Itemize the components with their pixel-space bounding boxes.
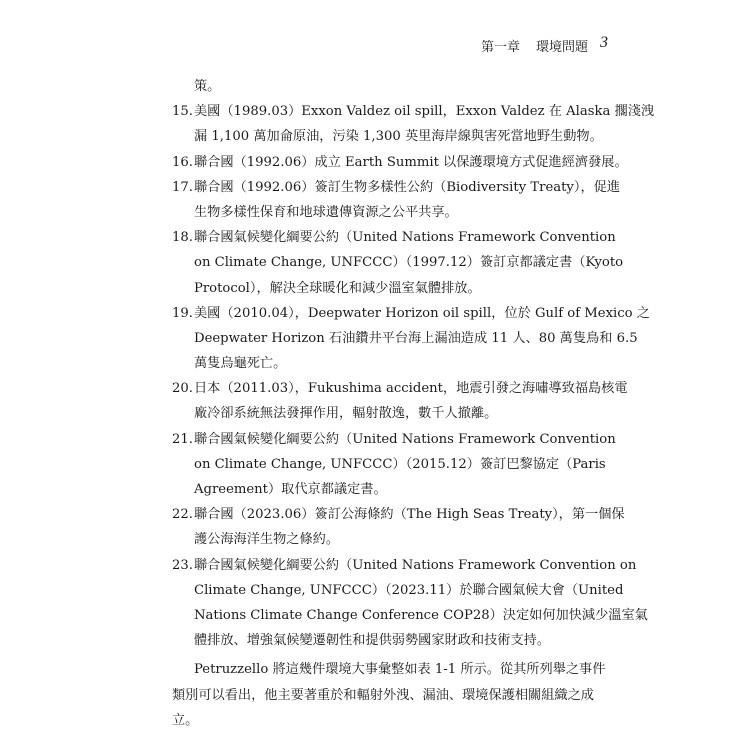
page-number: 3 bbox=[600, 34, 608, 51]
list-item-continuation-line: Agreement）取代京都議定書。 bbox=[194, 482, 387, 497]
list-item-continuation-line: Protocol），解決全球暖化和減少溫室氣體排放。 bbox=[194, 280, 481, 296]
list-item-continuation-line: 廠冷卻系統無法發揮作用，輻射散逸，數千人撤離。 bbox=[194, 406, 498, 422]
event-list bbox=[172, 99, 655, 653]
list-item-text: 聯合國（2023.06）簽訂公海條約（The High Seas Treaty），第一個保 bbox=[194, 507, 625, 523]
list-item-number: 18. bbox=[172, 230, 193, 246]
list-item-continuation-line: 萬隻烏龜死亡。 bbox=[194, 356, 287, 372]
list-item-continuation-line: Nations Climate Change Conference COP28）決定如何加快減少溫室氣 bbox=[194, 607, 648, 623]
chapter-title: 環境問題 bbox=[535, 40, 588, 55]
list-item-first-line bbox=[172, 376, 628, 401]
list-item-text: 美國（2010.04），Deepwater Horizon oil spill，位於 Gulf of Mexico 之 bbox=[194, 305, 650, 321]
list-item-text: 聯合國氣候變化綱要公約（United Nations Framework Convention bbox=[194, 431, 616, 447]
list-item-first-line bbox=[172, 553, 637, 578]
closing-paragraph bbox=[172, 657, 606, 733]
list-item-number: 20. bbox=[172, 381, 193, 397]
list-item-first-line bbox=[172, 225, 616, 250]
list-item bbox=[172, 553, 648, 654]
list-item-text: 聯合國氣候變化綱要公約（United Nations Framework Convention bbox=[194, 230, 616, 246]
list-item-text: 美國（1989.03）Exxon Valdez oil spill，Exxon Valdez 在 Alaska 擱淺洩 bbox=[194, 104, 655, 120]
list-item bbox=[172, 427, 616, 503]
continuation-line: 策。 bbox=[194, 79, 221, 94]
list-item-text: 日本（2011.03），Fukushima accident，地震引發之海嘯導致福島核電 bbox=[194, 381, 628, 397]
list-item-number: 22. bbox=[172, 507, 193, 523]
paragraph-line: 類別可以看出，他主要著重於和輻射外洩、漏油、環境保護相關組織之成 bbox=[172, 687, 594, 703]
body-text bbox=[172, 74, 655, 733]
chapter-label: 第一章 bbox=[480, 40, 520, 55]
list-item-continuation-line: 生物多樣性保育和地球遺傳資源之公平共享。 bbox=[194, 204, 458, 220]
list-item-first-line bbox=[172, 150, 628, 175]
list-item-continuation-line: Climate Change, UNFCCC）（2023.11）於聯合國氣候大會（United bbox=[194, 582, 624, 598]
list-item-number: 16. bbox=[172, 154, 193, 170]
list-item-continuation-line: on Climate Change, UNFCCC）（2015.12）簽訂巴黎協定（Paris bbox=[194, 456, 606, 472]
list-item bbox=[172, 99, 655, 149]
list-item-continuation-line: 漏 1,100 萬加侖原油，污染 1,300 英里海岸線與害死當地野生動物。 bbox=[194, 129, 603, 145]
list-item-continuation-line: 體排放、增強氣候變遷韌性和提供弱勢國家財政和技術支持。 bbox=[194, 633, 551, 649]
list-item bbox=[172, 150, 628, 175]
list-item-first-line bbox=[172, 301, 650, 326]
list-item-text: 聯合國（1992.06）成立 Earth Summit 以保護環境方式促進經濟發展。 bbox=[194, 154, 628, 170]
list-item-first-line bbox=[172, 427, 616, 452]
running-head bbox=[480, 34, 608, 55]
paragraph-line: Petruzzello 將這幾件環境大事彙整如表 1-1 所示。從其所列舉之事件 bbox=[194, 662, 606, 678]
list-item bbox=[172, 175, 621, 225]
list-item-continuation-line: on Climate Change, UNFCCC）（1997.12）簽訂京都議定書（Kyoto bbox=[194, 255, 624, 271]
list-item-number: 17. bbox=[172, 179, 193, 195]
list-item bbox=[172, 225, 624, 301]
list-item-number: 19. bbox=[172, 305, 193, 321]
list-item-number: 21. bbox=[172, 431, 193, 447]
list-item bbox=[172, 502, 625, 552]
list-item-first-line bbox=[172, 175, 621, 200]
list-item-text: 聯合國氣候變化綱要公約（United Nations Framework Convention on bbox=[194, 557, 637, 573]
list-item-number: 23. bbox=[172, 557, 193, 573]
paragraph-line: 立。 bbox=[172, 712, 199, 728]
list-item-continuation-line: 護公海海洋生物之條約。 bbox=[194, 532, 340, 548]
list-item-text: 聯合國（1992.06）簽訂生物多樣性公約（Biodiversity Treaty），促進 bbox=[194, 179, 621, 195]
list-item-number: 15. bbox=[172, 104, 193, 120]
list-item bbox=[172, 376, 628, 426]
list-item bbox=[172, 301, 650, 377]
list-item-continuation-line: Deepwater Horizon 石油鑽井平台海上漏油造成 11 人、80 萬隻鳥和 6.5 bbox=[194, 330, 638, 346]
list-item-first-line bbox=[172, 99, 655, 124]
list-item-first-line bbox=[172, 502, 625, 527]
